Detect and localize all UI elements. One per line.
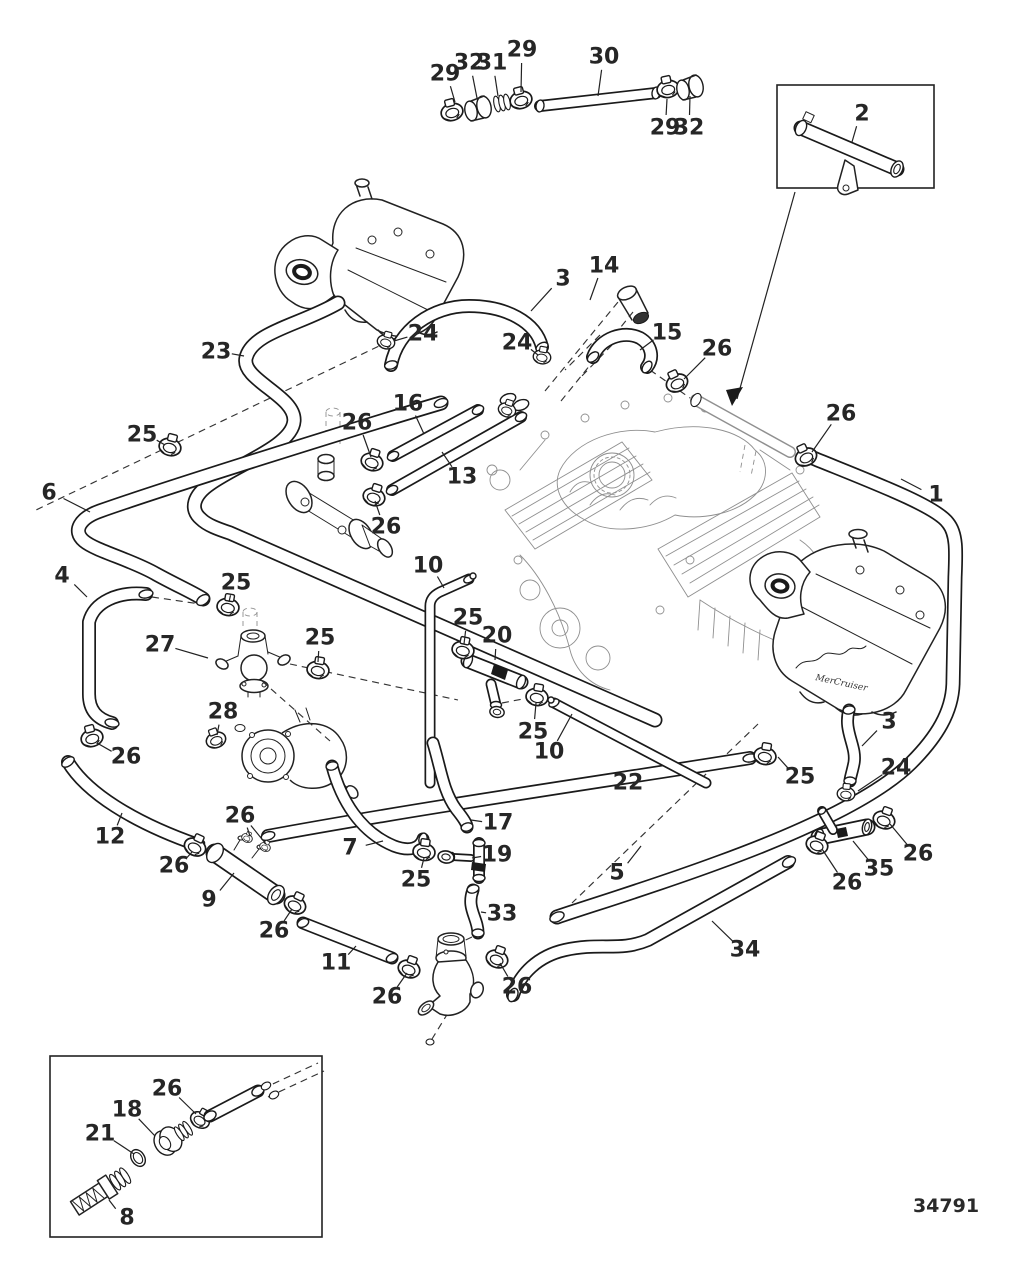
- part-callout-26: 26: [258, 918, 290, 944]
- part-callout-16: 16: [392, 391, 424, 417]
- part-callout-24: 24: [880, 755, 912, 781]
- part-callout-26: 26: [831, 870, 863, 896]
- leader-line: [64, 499, 91, 513]
- part-callout-24: 24: [407, 321, 439, 347]
- leader-line: [495, 649, 496, 660]
- part-callout-12: 12: [94, 824, 126, 850]
- part-callout-20: 20: [481, 623, 513, 649]
- part-callout-27: 27: [144, 632, 176, 658]
- part-callout-3: 3: [555, 266, 571, 292]
- part-callout-8: 8: [119, 1205, 135, 1231]
- part-callout-28: 28: [207, 699, 239, 725]
- leader-line: [531, 288, 552, 311]
- leader-line: [812, 424, 831, 452]
- part-callout-14: 14: [588, 253, 620, 279]
- pointer-arrow-tube-2: [726, 192, 795, 406]
- leader-line: [318, 651, 319, 662]
- part-callout-9: 9: [201, 887, 217, 913]
- part-callout-2: 2: [854, 101, 870, 127]
- part-callout-32: 32: [453, 50, 485, 76]
- part-callout-26: 26: [341, 410, 373, 436]
- leader-line: [481, 912, 486, 913]
- leader-line: [666, 99, 667, 115]
- thermostat-housing: [214, 608, 292, 697]
- leader-line: [557, 714, 572, 741]
- part-callout-29: 29: [506, 37, 538, 63]
- part-callout-34: 34: [729, 937, 761, 963]
- part-callout-26: 26: [501, 974, 533, 1000]
- detail-box-drain-fitting: [50, 1056, 324, 1237]
- part-callout-17: 17: [482, 810, 514, 836]
- part-callout-26: 26: [370, 514, 402, 540]
- part-callout-25: 25: [304, 625, 336, 651]
- part-callout-7: 7: [342, 835, 358, 861]
- part-callout-23: 23: [200, 339, 232, 365]
- exhaust-manifold-starboard: [750, 530, 945, 716]
- part-callout-26: 26: [151, 1076, 183, 1102]
- o-ring-21: [128, 1147, 149, 1169]
- part-callout-18: 18: [111, 1097, 143, 1123]
- part-callout-26: 26: [825, 401, 857, 427]
- part-callout-25: 25: [220, 570, 252, 596]
- leader-line: [690, 96, 691, 115]
- leader-line: [109, 1200, 116, 1209]
- part-callout-26: 26: [158, 853, 190, 879]
- y-fitting-14: [615, 283, 650, 326]
- seawater-fitting: [416, 933, 485, 1045]
- part-callout-24: 24: [501, 330, 533, 356]
- part-callout-10: 10: [533, 739, 565, 765]
- part-callout-25: 25: [126, 422, 158, 448]
- leader-line: [175, 648, 208, 658]
- part-callout-6: 6: [41, 480, 57, 506]
- part-callout-26: 26: [701, 336, 733, 362]
- part-callout-5: 5: [609, 860, 625, 886]
- drawing-number: 34791: [912, 1195, 980, 1217]
- leader-line: [220, 873, 234, 891]
- leader-line: [590, 278, 598, 300]
- part-callout-26: 26: [110, 744, 142, 770]
- part-callout-1: 1: [928, 482, 944, 508]
- connector-18: [150, 1116, 197, 1159]
- part-callout-25: 25: [517, 719, 549, 745]
- leader-line: [521, 63, 522, 92]
- leader-line: [862, 731, 877, 746]
- part-callout-25: 25: [452, 605, 484, 631]
- leader-line: [471, 820, 482, 822]
- part-callout-25: 25: [400, 867, 432, 893]
- leader-line: [822, 849, 838, 873]
- part-callout-21: 21: [84, 1121, 116, 1147]
- leader-line: [473, 76, 477, 98]
- manifold-script-text: MerCruiser: [814, 673, 869, 694]
- leader-line: [628, 846, 641, 863]
- part-callout-15: 15: [651, 320, 683, 346]
- leader-line: [852, 126, 857, 142]
- part-callout-26: 26: [224, 803, 256, 829]
- part-callout-35: 35: [863, 856, 895, 882]
- part-callout-30: 30: [588, 44, 620, 70]
- leader-line: [74, 584, 87, 597]
- part-callout-25: 25: [784, 764, 816, 790]
- tube-2-installed-ghost: [689, 392, 790, 476]
- part-callout-32: 32: [673, 115, 705, 141]
- part-callout-29: 29: [429, 61, 461, 87]
- part-callout-26: 26: [371, 984, 403, 1010]
- part-callout-31: 31: [476, 50, 508, 76]
- part-callout-33: 33: [486, 901, 518, 927]
- leader-line: [495, 76, 498, 96]
- part-callout-10: 10: [412, 553, 444, 579]
- leader-line: [114, 1141, 134, 1154]
- leader-line: [97, 743, 112, 751]
- part-callout-19: 19: [481, 842, 513, 868]
- part-callout-22: 22: [612, 770, 644, 796]
- leader-line: [416, 416, 425, 435]
- part-callout-26: 26: [902, 841, 934, 867]
- part-callout-11: 11: [320, 950, 352, 976]
- part-callout-4: 4: [54, 563, 70, 589]
- part-callout-29: 29: [649, 115, 681, 141]
- part-callout-3: 3: [881, 709, 897, 735]
- part-callout-13: 13: [446, 464, 478, 490]
- leader-line: [598, 70, 602, 96]
